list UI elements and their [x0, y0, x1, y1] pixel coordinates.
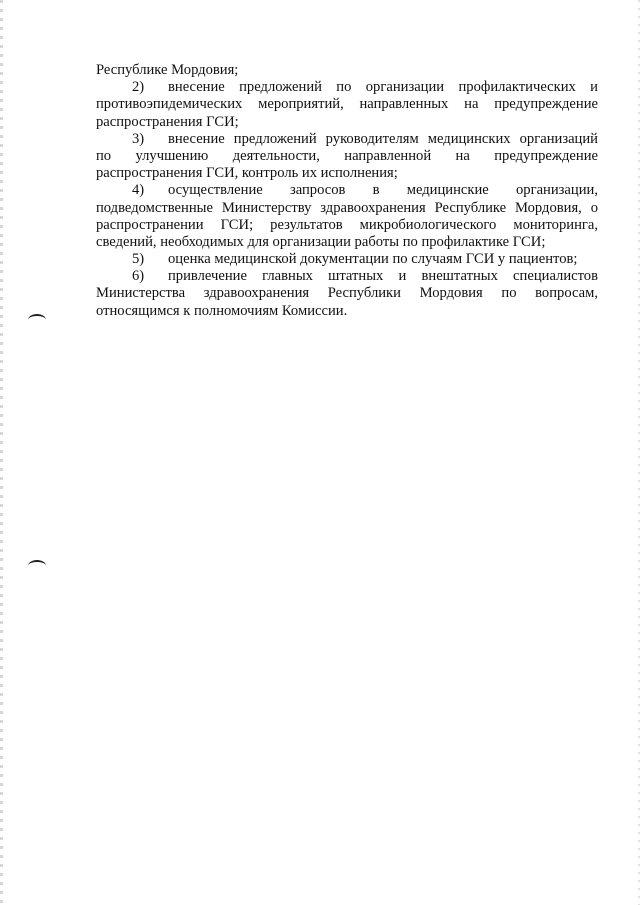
- text-line: осуществление запросов в медицинские организации,: [168, 182, 598, 199]
- text-line: Министерства здравоохранения Республики Мордовия по вопросам,: [96, 285, 598, 302]
- text-line: относящимся к полномочиям Комиссии.: [96, 302, 348, 319]
- text-line: привлечение главных штатных и внештатных специалистов: [168, 268, 598, 285]
- list-number: 5): [132, 251, 145, 268]
- list-number: 6): [132, 268, 145, 285]
- text-line: Республике Мордовия;: [96, 62, 239, 78]
- list-number: 4): [132, 182, 145, 199]
- text-line: сведений, необходимых для организации работы по профилактике ГСИ;: [96, 233, 546, 250]
- list-item-3: [96, 131, 598, 148]
- list-number: 3): [132, 130, 145, 147]
- text-line: по улучшению деятельности, направленной на предупреждение: [96, 147, 598, 164]
- text-line: оценка медицинской документации по случаям ГСИ у пациентов;: [168, 251, 578, 268]
- list-item-4: [96, 182, 598, 199]
- text-line: распространении ГСИ; результатов микробиологического мониторинга,: [96, 216, 598, 233]
- text-line: внесение предложений по организации профилактических и: [168, 79, 598, 96]
- list-item-2: [96, 79, 598, 96]
- list-item-6: [96, 268, 598, 285]
- text-line: распространения ГСИ, контроль их исполнения;: [96, 165, 398, 182]
- document-body: [96, 62, 598, 320]
- punch-hole-mark-top: [28, 314, 46, 326]
- list-item-5: [96, 251, 598, 268]
- punch-hole-mark-bottom: [28, 560, 46, 572]
- scan-edge-left: [0, 0, 3, 905]
- text-line: подведомственные Министерству здравоохранения Республике Мордовия, о: [96, 199, 598, 216]
- text-line: распространения ГСИ;: [96, 113, 239, 130]
- list-number: 2): [132, 79, 145, 96]
- text-line: противоэпидемических мероприятий, направленных на предупреждение: [96, 96, 598, 113]
- text-line: внесение предложений руководителям медицинских организаций: [168, 130, 598, 147]
